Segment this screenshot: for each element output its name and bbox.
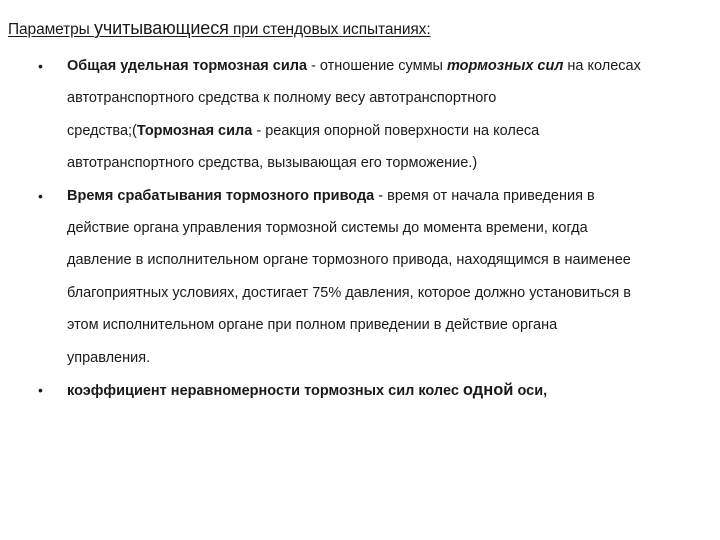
definition-text: автотранспортного средства к полному весу автотранспортного	[67, 90, 497, 107]
bullet-list	[38, 50, 714, 407]
definition-text: - отношение суммы	[307, 58, 447, 74]
definition-text: этом исполнительном органе при полном приведении в действие органа	[67, 317, 558, 334]
term-braking-forces: тормозных сил	[446, 58, 564, 74]
heading-part-2: учитывающиеся	[93, 18, 229, 38]
definition-text: управления.	[67, 349, 151, 366]
bullet-item-brake-response-time	[38, 180, 714, 374]
bullet-icon: •	[38, 58, 43, 74]
definition-text: давление в исполнительном органе тормозного привода, находящимся в наименее	[67, 252, 631, 269]
definition-text: - реакция опорной поверхности на колеса	[252, 122, 540, 139]
term-brake-response-time: Время срабатывания тормозного привода	[67, 187, 375, 204]
bullet-icon: •	[38, 187, 43, 204]
heading-part-1: Параметры	[8, 21, 94, 38]
definition-text: средства;(	[67, 122, 137, 139]
bullet-icon: •	[38, 382, 43, 399]
bullet-item-specific-braking-force	[38, 50, 714, 180]
term-axle: оси,	[513, 383, 548, 400]
slide-heading	[8, 18, 431, 39]
definition-text: автотранспортного средства, вызывающая его торможение.)	[67, 155, 478, 172]
definition-text: благоприятных условиях, достигает 75% давления, которое должно установиться в	[67, 284, 631, 301]
bullet-item-unevenness-coefficient	[38, 374, 714, 407]
definition-text: действие органа управления тормозной системы до момента времени, когда	[67, 220, 588, 237]
definition-text: - время от начала приведения в	[374, 187, 595, 204]
heading-part-3: при стендовых испытаниях:	[228, 21, 431, 38]
term-braking-force: Тормозная сила	[136, 122, 253, 139]
definition-text: на колесах	[563, 58, 641, 74]
term-one: одной	[462, 381, 514, 400]
term-specific-braking-force: Общая удельная тормозная сила	[67, 58, 308, 74]
term-unevenness-coefficient: коэффициент неравномерности тормозных сил колес	[67, 383, 463, 400]
